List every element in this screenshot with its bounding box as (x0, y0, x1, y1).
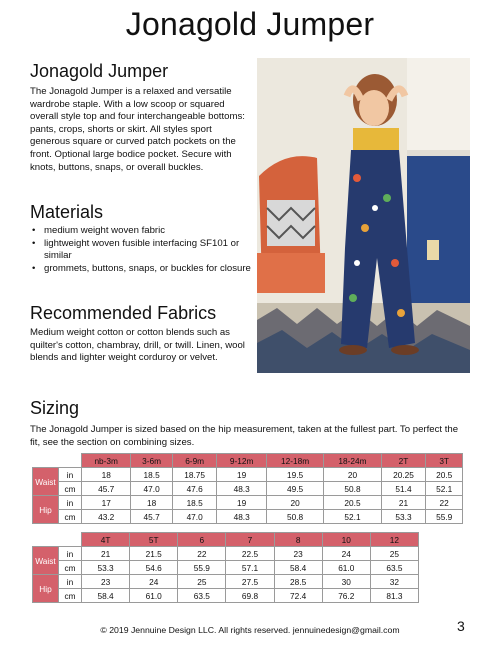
unit-label: cm (59, 561, 82, 575)
intro-text: The Jonagold Jumper is a relaxed and versatile wardrobe staple. With a low scoop or squared overall style top and four interchangeable bottoms: pants, crops, shorts or skirt. All styles sport generous square or curved patch pockets on the front. Optional large bodice pocket. Secure with knots, buttons, snaps, or overall buckles. (30, 86, 245, 173)
sizing-table-2 (32, 532, 419, 603)
list-item: • lightweight woven fusible interfacing SF101 or similar (30, 238, 252, 263)
table-cell: 21 (381, 496, 426, 510)
table-row (33, 561, 419, 575)
table-cell: 18.75 (172, 468, 217, 482)
table-cell: 25 (178, 575, 226, 589)
size-header: 12-18m (266, 454, 323, 468)
size-header: 6 (178, 533, 226, 547)
table-cell: 20.5 (324, 496, 381, 510)
unit-label: in (59, 575, 82, 589)
table-cell: 52.1 (324, 510, 381, 524)
table-cell: 47.6 (172, 482, 217, 496)
table-cell: 69.8 (226, 589, 274, 603)
table-row (33, 482, 463, 496)
size-header: 7 (226, 533, 274, 547)
table-cell: 45.7 (82, 482, 131, 496)
table-cell: 76.2 (322, 589, 370, 603)
materials-heading: Materials (30, 202, 104, 222)
table-cell: 47.0 (131, 482, 172, 496)
unit-label: cm (59, 482, 82, 496)
materials-list (30, 225, 252, 275)
product-photo (257, 58, 470, 373)
table-cell: 22 (178, 547, 226, 561)
table-row (33, 547, 419, 561)
hip-label: Hip (33, 575, 59, 603)
size-header: 5T (130, 533, 178, 547)
table-cell: 27.5 (226, 575, 274, 589)
table-cell: 58.4 (274, 561, 322, 575)
table-cell: 54.6 (130, 561, 178, 575)
list-item: • grommets, buttons, snaps, or buckles for closure (30, 263, 252, 276)
table-cell: 17 (82, 496, 131, 510)
table-cell: 21.5 (130, 547, 178, 561)
size-header: 12 (370, 533, 418, 547)
table-row (33, 510, 463, 524)
table-cell: 30 (322, 575, 370, 589)
table-cell: 25 (370, 547, 418, 561)
table-cell: 19.5 (266, 468, 323, 482)
table-cell: 61.0 (322, 561, 370, 575)
table-cell: 32 (370, 575, 418, 589)
size-header: 3-6m (131, 454, 172, 468)
table-row (33, 575, 419, 589)
size-header: 3T (426, 454, 463, 468)
size-header: 4T (82, 533, 130, 547)
table-cell: 53.3 (82, 561, 130, 575)
child-in-jumper-image (257, 58, 470, 373)
sizing-heading: Sizing (30, 398, 80, 418)
table-cell: 21 (82, 547, 130, 561)
table-cell: 50.8 (266, 510, 323, 524)
table-row (33, 589, 419, 603)
unit-label: cm (59, 510, 82, 524)
table-cell: 63.5 (178, 589, 226, 603)
table-cell: 52.1 (426, 482, 463, 496)
fabrics-text: Medium weight cotton or cotton blends such as quilter's cotton, chambray, drill, or twill. Linen, wool blends and lighter weight corduroy or velvet. (30, 327, 245, 364)
table-cell: 72.4 (274, 589, 322, 603)
table-cell: 19 (217, 496, 266, 510)
size-header: 2T (381, 454, 426, 468)
table-cell: 81.3 (370, 589, 418, 603)
table-cell: 22.5 (226, 547, 274, 561)
table-row (33, 468, 463, 482)
table-cell: 24 (322, 547, 370, 561)
unit-label: in (59, 547, 82, 561)
size-header: 10 (322, 533, 370, 547)
table-cell: 63.5 (370, 561, 418, 575)
table-cell: 20.5 (426, 468, 463, 482)
table-cell: 53.3 (381, 510, 426, 524)
table-cell: 20 (324, 468, 381, 482)
table-cell: 57.1 (226, 561, 274, 575)
intro-heading: Jonagold Jumper (30, 61, 169, 81)
unit-label: cm (59, 589, 82, 603)
unit-label: in (59, 496, 82, 510)
unit-label: in (59, 468, 82, 482)
table-cell: 55.9 (426, 510, 463, 524)
table-row (33, 496, 463, 510)
table-cell: 47.0 (172, 510, 217, 524)
list-item: • medium weight woven fabric (30, 225, 252, 238)
waist-label: Waist (33, 547, 59, 575)
table-cell: 55.9 (178, 561, 226, 575)
table-cell: 18 (131, 496, 172, 510)
table-cell: 23 (274, 547, 322, 561)
fabrics-heading: Recommended Fabrics (30, 303, 217, 323)
size-header: 18-24m (324, 454, 381, 468)
table-cell: 43.2 (82, 510, 131, 524)
table-cell: 48.3 (217, 482, 266, 496)
table-cell: 51.4 (381, 482, 426, 496)
table-cell: 61.0 (130, 589, 178, 603)
sizing-text: The Jonagold Jumper is sized based on the hip measurement, taken at the fullest part. To perfect the fit, see the section on combining sizes. (30, 424, 459, 448)
table-cell: 18.5 (131, 468, 172, 482)
footer-text: © 2019 Jennuine Design LLC. All rights reserved. jennuinedesign@gmail.com (100, 625, 400, 635)
page-number: 3 (457, 618, 465, 634)
table-cell: 20.25 (381, 468, 426, 482)
table-cell: 48.3 (217, 510, 266, 524)
table-cell: 50.8 (324, 482, 381, 496)
table-cell: 18.5 (172, 496, 217, 510)
size-header: 8 (274, 533, 322, 547)
sizing-table-1 (32, 453, 463, 524)
table-cell: 18 (82, 468, 131, 482)
hip-label: Hip (33, 496, 59, 524)
table-cell: 58.4 (82, 589, 130, 603)
size-header: nb-3m (82, 454, 131, 468)
table-cell: 19 (217, 468, 266, 482)
table-cell: 28.5 (274, 575, 322, 589)
table-cell: 20 (266, 496, 323, 510)
table-cell: 22 (426, 496, 463, 510)
page-title: Jonagold Jumper (125, 6, 375, 42)
table-cell: 49.5 (266, 482, 323, 496)
table-cell: 23 (82, 575, 130, 589)
table-cell: 45.7 (131, 510, 172, 524)
table-cell: 24 (130, 575, 178, 589)
waist-label: Waist (33, 468, 59, 496)
size-header: 6-9m (172, 454, 217, 468)
size-header: 9-12m (217, 454, 266, 468)
